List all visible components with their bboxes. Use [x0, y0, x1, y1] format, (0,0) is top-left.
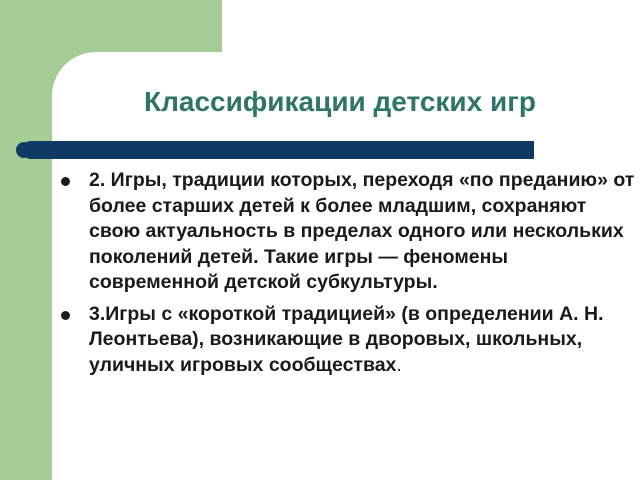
divider-dot — [16, 142, 32, 158]
bullet-dot-icon — [61, 311, 70, 320]
bullet-trailing-period: . — [396, 353, 402, 376]
bullet-list — [60, 168, 635, 384]
slide-title: Классификации детских игр — [144, 86, 536, 117]
bullet-text: 2. Игры, традиции которых, переходя «по преданию» от более старших детей к более младшим, сохраняют свою актуальность в пределах одного или нескольких поколений детей. Такие игры — феномены современной детской субкультуры. — [89, 169, 635, 293]
title-divider-bar — [22, 141, 534, 159]
bullet-dot-icon — [61, 177, 70, 186]
bullet-text: 3.Игры с «короткой традицией» (в определении А. Н. Леонтьева), возникающие в дворовых, школьных, уличных игровых сообществах — [89, 302, 604, 376]
bullet-item — [60, 168, 635, 296]
bullet-item — [60, 302, 635, 379]
